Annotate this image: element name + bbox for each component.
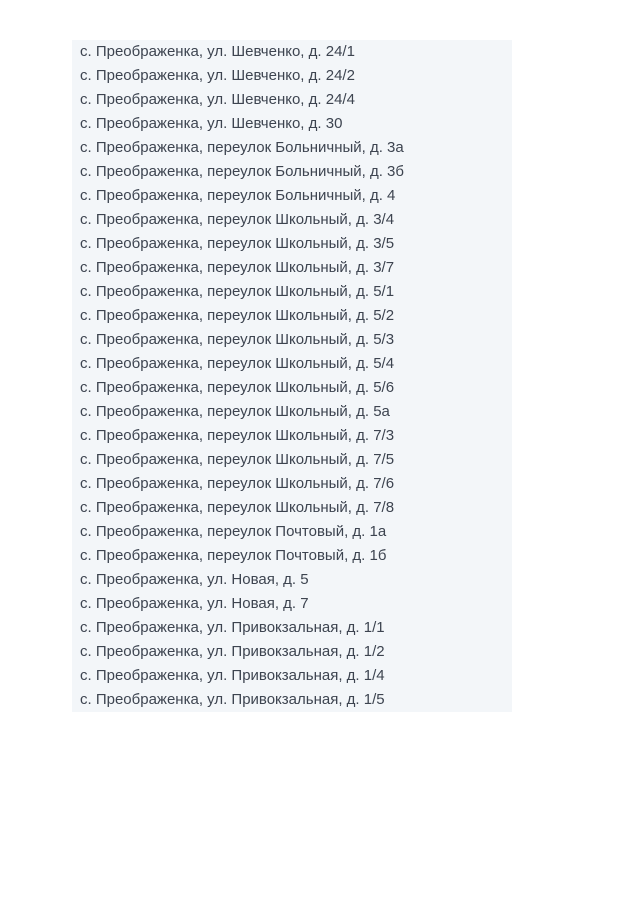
address-list-item[interactable]: с. Преображенка, ул. Шевченко, д. 30: [80, 115, 343, 132]
address-list-item[interactable]: с. Преображенка, ул. Привокзальная, д. 1/1: [80, 619, 385, 636]
address-list-item[interactable]: с. Преображенка, переулок Больничный, д. 4: [80, 187, 396, 204]
address-list-item[interactable]: с. Преображенка, переулок Почтовый, д. 1а: [80, 523, 387, 540]
address-list-item[interactable]: с. Преображенка, переулок Больничный, д. 3б: [80, 163, 404, 180]
address-list-item[interactable]: с. Преображенка, переулок Школьный, д. 5/1: [80, 283, 395, 300]
address-list-item[interactable]: с. Преображенка, переулок Больничный, д. 3а: [80, 139, 404, 156]
address-list: [72, 40, 512, 712]
address-list-item[interactable]: с. Преображенка, переулок Школьный, д. 5а: [80, 403, 390, 420]
address-list-item[interactable]: с. Преображенка, переулок Школьный, д. 5/2: [80, 307, 395, 324]
address-list-item[interactable]: с. Преображенка, переулок Почтовый, д. 1б: [80, 547, 387, 564]
address-list-item[interactable]: с. Преображенка, переулок Школьный, д. 7/3: [80, 427, 395, 444]
address-list-item[interactable]: с. Преображенка, ул. Привокзальная, д. 1/5: [80, 691, 385, 708]
address-list-item[interactable]: с. Преображенка, переулок Школьный, д. 3/4: [80, 211, 395, 228]
address-list-item[interactable]: с. Преображенка, переулок Школьный, д. 7/8: [80, 499, 395, 516]
address-list-item[interactable]: с. Преображенка, ул. Новая, д. 7: [80, 595, 309, 612]
address-list-item[interactable]: с. Преображенка, ул. Привокзальная, д. 1/4: [80, 667, 385, 684]
address-list-item[interactable]: с. Преображенка, ул. Новая, д. 5: [80, 571, 309, 588]
address-list-item[interactable]: с. Преображенка, переулок Школьный, д. 3/7: [80, 259, 395, 276]
address-list-item[interactable]: с. Преображенка, ул. Шевченко, д. 24/1: [80, 43, 355, 60]
address-list-item[interactable]: с. Преображенка, ул. Шевченко, д. 24/2: [80, 67, 355, 84]
address-list-item[interactable]: с. Преображенка, переулок Школьный, д. 7/5: [80, 451, 395, 468]
address-list-item[interactable]: с. Преображенка, переулок Школьный, д. 5/6: [80, 379, 395, 396]
address-list-item[interactable]: с. Преображенка, переулок Школьный, д. 7/6: [80, 475, 395, 492]
address-list-item[interactable]: с. Преображенка, ул. Шевченко, д. 24/4: [80, 91, 355, 108]
address-list-item[interactable]: с. Преображенка, переулок Школьный, д. 3/5: [80, 235, 395, 252]
address-list-item[interactable]: с. Преображенка, переулок Школьный, д. 5/4: [80, 355, 395, 372]
address-list-item[interactable]: с. Преображенка, переулок Школьный, д. 5/3: [80, 331, 395, 348]
address-list-item[interactable]: с. Преображенка, ул. Привокзальная, д. 1/2: [80, 643, 385, 660]
